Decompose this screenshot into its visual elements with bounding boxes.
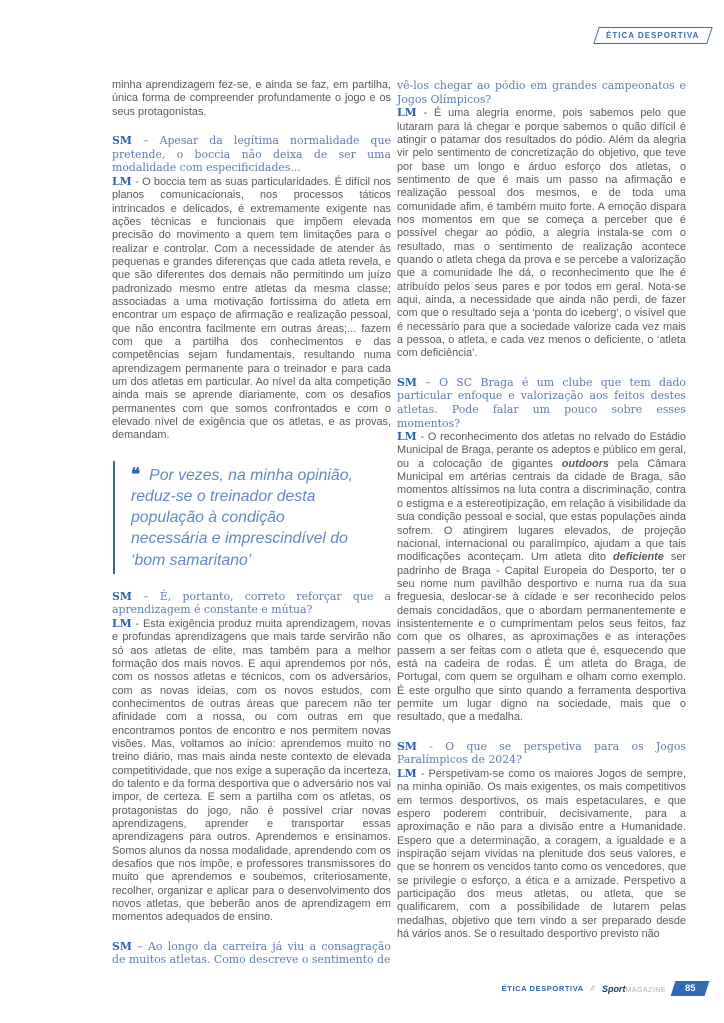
answer-text: Esta exigência produz muita aprendizagem, novas e profundas aprendizagens que mais tarde servirão não só aos atletas de elite, mas também para a melhor formação dos mais novos. E aqui aprendemos por nós, com os nossos atletas e técnicos, com os adversários, com as novas ideias, com os novos estudos, com conhecimentos de outras áreas que parecem não ter afinidade com a nossa, ou com outras em que encontramos pontos de encontro e nos permitem novas visões. Mas, voltamos ao início: aprendemos muito no treino diário, mas mais ainda neste contexto de elevada competitividade, que nos exige a superação da incerteza, do talento e da forma desportiva que o adversário nos vai impor, de certeza. E sem a partilha com os atletas, os protagonistas do jogo, não é possível criar novas aprendizagens, aprender e transportar essas aprendizagens para outros. Aprendemos e ensinamos. Somos alunos da nossa modalidade, aprendendo com os desafios que nos impõe, e professores transmissores do muito que aprendemos e soubemos, criteriosamente, recolher, organizar e aplicar para o desenvolvimento dos novos atletas, que beberão anos de aprendizagem em momentos adequados de ensino.: [112, 617, 391, 924]
interviewee-initials: LM: [112, 616, 132, 630]
page-footer: [502, 979, 707, 997]
question-text: O que se perspetiva para os Jogos Paralímpicos de 2024?: [397, 739, 686, 767]
answer-text: É uma alegria enorme, pois sabemos pelo que lutaram para lá chegar e porque sabemos o quão difícil é atingir o patamar dos resultados do pódio. Além da alegria vir pelo sentimento de concretização do objetivo, que teve por base um longo e árduo esforço dos atletas, o sentimento de que é mais um passo na afirmação e realização pessoal dos mesmos, e de toda uma comunidade afim, é também muito forte. A emoção dispara nos momentos em que se começa a perceber que é possível chegar ao pódio, a alegria instala-se com o resultado, mas o sentimento de realização acontece quando o atleta chega da prova e se percebe a valorização que a comunidade lhe dá, o reconhecimento que lhe é atribuído pelos seus pares e por todos em geral. Nota-se aqui, ainda, a necessidade que ainda não perdi, de fazer com que o resultado seja a ‘ponta do iceberg’, o visível que é necessário para que a sociedade valorize cada vez mais a pessoa, o atleta, e cada vez menos o deficiente, o ‘atleta com deficiência’.: [397, 107, 686, 360]
page-number-badge: [671, 981, 710, 996]
interview-answer: [397, 106, 686, 361]
interview-question: [112, 940, 391, 967]
question-text: É, portanto, correto reforçar que a aprendizagem é constante e mútua?: [112, 589, 391, 617]
interview-question: [112, 134, 391, 175]
interviewer-initials: SM: [112, 134, 132, 148]
interview-question: [397, 376, 686, 430]
question-separator: -: [429, 739, 433, 753]
magazine-logo-bold: Sport: [601, 984, 626, 994]
interview-question-continuation: vê-los chegar ao pódio em grandes campeonatos e Jogos Olímpicos?: [397, 79, 686, 106]
pull-quote-text: Por vezes, na minha opinião, reduz-se o treinador desta população à condição necessária e imprescindível do ‘bom samaritano’: [131, 466, 353, 569]
answer-separator: -: [135, 617, 140, 630]
footer-section-label: ÉTICA DESPORTIVA: [501, 983, 584, 993]
question-separator: –: [137, 939, 143, 953]
question-text: Apesar da legítima normalidade que pretende, o boccia não deixa de ser uma modalidade com especificidades...: [112, 134, 391, 175]
answer-separator: -: [420, 767, 425, 780]
interview-question: [112, 590, 391, 617]
question-separator: –: [143, 134, 149, 148]
paragraph-continuation: minha aprendizagem fez-se, e ainda se faz, em partilha, única forma de compreender profundamente o jogo e os seus protagonistas.: [112, 79, 391, 118]
interview-answer: [112, 175, 391, 443]
question-separator: –: [425, 375, 431, 389]
answer-emphasis: outdoors: [561, 457, 609, 470]
section-tag: [593, 27, 713, 44]
answer-text-part: ser padrinho de Braga - Capital Europeia do Desporto, ter o seu nome num pavilhão desportivo e numa rua da sua freguesia, deslocar-se à cidade e ser reconhecido pelos demais concidadãos, que o abordam permanentemente e insistentemente e o cumprimentam pelos seus feitos, faz com que os olhares, as aproximações e as interações passem a ser feitas com o atleta que é, esquecendo que está na cadeira de rodas. É um atleta do Braga, de Portugal, com quem se orgulham e olham como exemplo. É este orgulho que sinto quando a ferramenta desportiva permite um lugar digno na sociedade, mais que o resultado, que a medalha.: [397, 551, 687, 724]
answer-text: O boccia tem as suas particularidades. É difícil nos planos comunicacionais, nos processos táticos intrincados e delicados, é extremamente exigente nas ações técnicas e funcionais que impõem elevada precisão do movimento a quem tem limitações para o realizar e controlar. Com a necessidade de atender às pequenas e grandes diferenças que cada atleta revela, e que são diferentes dos demais não permitindo um juízo padronizado mesmo entre atletas da mesma classe; associadas a uma motivação fortíssima do atleta em encontrar um espaço de afirmação e realização pessoal, que não encontra facilmente em outras áreas;... fazem com que a partilha dos conhecimentos e das competências sejam fundamentais, resultando numa aprendizagem permanente para o treinador e para cada um dos atletas em particular. Ao nível da alta competição ainda mais se aprende diariamente, com os desafios permanentes com que somos confrontados e com o elevado nível de exigência que os atletas, e as provas, demandam.: [112, 175, 392, 442]
question-separator: –: [143, 589, 149, 603]
magazine-logo: [602, 979, 666, 997]
interviewer-initials: SM: [397, 375, 417, 389]
magazine-logo-light: MAGAZINE: [625, 987, 666, 994]
answer-text: Perspetivam-se como os maiores Jogos de sempre, na minha opinião. Os mais exigentes, os mais competitivos em termos desportivos, os mais espetaculares, e que espero poderem contribuir, decisivamente, para a aproximação e não para a divisão entre a Humanidade. Espero que a determinação, a coragem, a igualdade e a inspiração sejam vividas na plenitude dos seus valores, e que se honrem os vencidos tanto como os vencedores, que se privilegie o esforço, a ética e a amizade. Perspetivo a participação dos meus atletas, ou atleta, que se qualificarem, com a possibilidade de lutarem pelas medalhas, objetivo que tem vindo a ser preparado desde há vários anos. Se o resultado desportivo previsto não: [397, 767, 686, 940]
right-column: [397, 79, 686, 941]
interview-answer: [397, 430, 686, 725]
interviewee-initials: LM: [397, 766, 417, 780]
question-text: O SC Braga é um clube que tem dado particular enfoque e valorização aos feitos destes atletas. Pode falar um pouco sobre esses momentos?: [397, 375, 686, 430]
interviewer-initials: SM: [397, 739, 417, 753]
footer-separator: //: [590, 983, 595, 993]
answer-emphasis: deficiente: [613, 551, 664, 564]
page-number: 85: [684, 982, 696, 994]
interviewee-initials: LM: [397, 430, 417, 444]
interview-answer: [397, 767, 686, 941]
answer-separator: -: [135, 175, 139, 188]
interviewee-initials: LM: [112, 174, 132, 188]
interview-question: [397, 740, 686, 767]
interviewer-initials: SM: [112, 939, 132, 953]
answer-text-part: O reconhecimento dos atletas no relvado do Estádio Municipal de Braga, perante os adeptos e público em geral, ou a colocação de gigantes: [397, 431, 686, 470]
answer-separator: -: [423, 107, 428, 120]
pull-quote: [113, 461, 391, 574]
answer-separator: -: [420, 431, 425, 444]
question-text: Ao longo da carreira já viu a consagração de muitos atletas. Como descreve o sentimento de: [112, 939, 391, 967]
interview-answer: [112, 617, 391, 925]
interviewer-initials: SM: [112, 589, 132, 603]
interviewee-initials: LM: [397, 106, 417, 120]
quote-icon: ❝: [131, 464, 141, 484]
section-tag-label: ÉTICA DESPORTIVA: [606, 31, 700, 40]
answer-text-part: pela Câmara Municipal em artérias centrais da cidade de Braga, são momentos altíssimos na luta contra a discriminação, contra o estigma e a estereotipização, em relação à visibilidade da sua condição pessoal e social, que estas populações ainda sofrem. O atingirem lugares elevados, de projeção nacional, internacional ou paralímpico, ajudam a que tais modificações aconteçam. Um atleta dito: [397, 457, 686, 564]
left-column: [112, 79, 391, 967]
